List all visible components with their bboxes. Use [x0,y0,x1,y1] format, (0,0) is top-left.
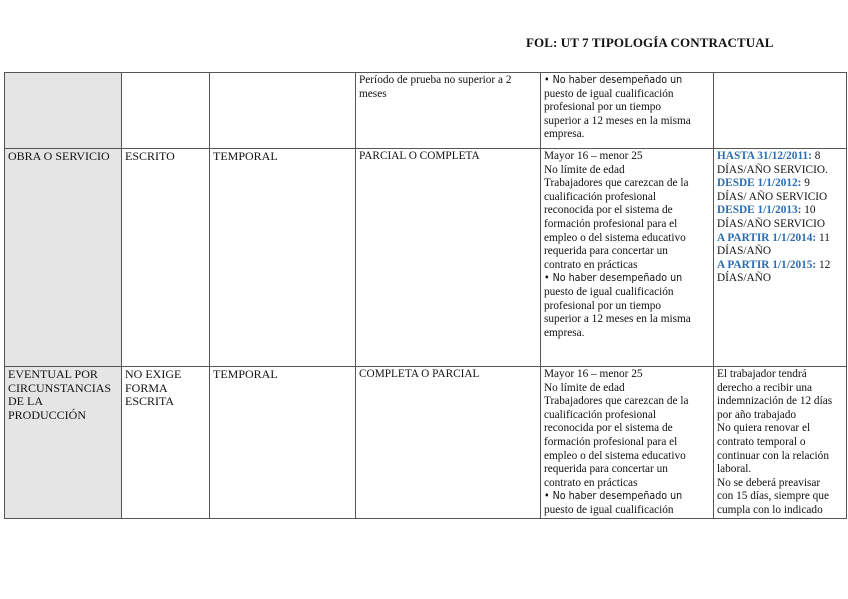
cell-text: DÍAS/AÑO SERVICIO [717,217,825,230]
date-label: HASTA 31/12/2011: [717,150,812,162]
compensation-cell [714,149,847,367]
bullet-line: • No haber desempeñado un [544,490,683,503]
cell-line: formación profesional para el [544,217,678,230]
cell-text: 8 [811,150,821,162]
cell-line: ESCRITA [125,394,175,409]
cell-line: Período de prueba no superior a 2 meses [359,74,512,100]
cell-line [717,218,843,232]
cell-line [717,382,843,396]
cell-text: por año trabajado [717,408,797,421]
cell-line: puesto de igual cualificación [544,87,674,100]
formalization-cell [122,367,210,519]
cell-line: superior a 12 meses en la misma [544,114,691,127]
cell-text: DÍAS/ AÑO SERVICIO [717,190,828,203]
cell-line [717,191,843,205]
workday-cell [356,149,541,367]
cell-line [717,463,843,477]
contract-types-table [4,72,847,519]
cell-line: contrato en prácticas [544,258,638,271]
cell-text: 10 [801,204,816,217]
cell-line: DE LA [8,394,43,409]
cell-text: derecho a recibir una [717,381,813,394]
cell-text: DÍAS/AÑO [717,245,771,258]
cell-text: No quiera renovar el [717,422,811,435]
cell-line [717,164,843,178]
cell-line [717,245,843,259]
cell-line: PARCIAL O COMPLETA [359,150,480,162]
cell-line: Trabajadores que carezcan de la [544,177,689,190]
cell-line: formación profesional para el [544,435,678,448]
cell-text: No se deberá preavisar [717,476,821,489]
duration-cell [210,149,356,367]
table-row [5,367,847,519]
cell-line: FORMA [125,380,168,395]
cell-line: No límite de edad [544,381,625,394]
cell-line: TEMPORAL [213,149,278,163]
cell-line: NO EXIGE [125,367,182,381]
cell-line: reconocida por el sistema de [544,422,673,435]
cell-line: No límite de edad [544,163,625,176]
requirements-cell [541,149,714,367]
formalization-cell [122,149,210,367]
workday-cell [356,73,541,149]
cell-line: empleo o del sistema educativo [544,449,686,462]
cell-line: empleo o del sistema educativo [544,231,686,244]
cell-line: cualificación profesional [544,408,656,421]
cell-line: ESCRITO [125,149,175,163]
date-label: DESDE 1/1/2013: [717,204,802,217]
cell-line: profesional por un tiempo [544,299,662,312]
cell-line: superior a 12 meses en la misma [544,313,691,326]
cell-line: contrato en prácticas [544,476,638,489]
contract-type-cell [5,149,122,367]
requirements-cell [541,73,714,149]
table-row [5,73,847,149]
cell-text: 9 [801,177,810,190]
cell-text: cumpla con lo indicado [717,503,823,516]
cell-line: reconocida por el sistema de [544,204,673,217]
cell-text: DÍAS/AÑO [717,272,771,285]
compensation-cell [714,367,847,519]
date-label: DESDE 1/1/2012: [717,177,802,190]
cell-line [717,477,843,491]
cell-text: laboral. [717,463,752,476]
cell-text: El trabajador tendrá [717,368,807,380]
bullet-line: • No haber desempeñado un [544,272,683,285]
requirements-cell [541,367,714,519]
cell-line [717,368,843,382]
cell-line: Trabajadores que carezcan de la [544,395,689,408]
cell-line: profesional por un tiempo [544,101,662,114]
cell-line: requerida para concertar un [544,463,668,476]
cell-text: 12 [816,258,831,271]
cell-text: con 15 días, siempre que [717,490,829,503]
cell-line: Mayor 16 – menor 25 [544,368,643,380]
cell-line: puesto de igual cualificación [544,503,674,516]
date-label: A PARTIR 1/1/2015: [717,258,817,271]
cell-line: empresa. [544,326,585,339]
cell-line: empresa. [544,128,585,141]
contract-type-cell [5,73,122,149]
contract-type-cell [5,367,122,519]
cell-line: CIRCUNSTANCIAS [8,380,112,395]
cell-line: requerida para concertar un [544,245,668,258]
cell-text: 11 [816,231,830,244]
cell-line: TEMPORAL [213,367,278,381]
cell-line: COMPLETA O PARCIAL [359,368,480,380]
cell-line [717,450,843,464]
cell-line [717,409,843,423]
cell-line [717,395,843,409]
date-label: A PARTIR 1/1/2014: [717,231,817,244]
compensation-cell [714,73,847,149]
cell-line [717,504,843,518]
page-header-title: FOL: UT 7 TIPOLOGÍA CONTRACTUAL [526,35,774,50]
duration-cell [210,73,356,149]
formalization-cell [122,73,210,149]
cell-line [717,177,843,191]
cell-line: puesto de igual cualificación [544,285,674,298]
cell-line [717,232,843,246]
cell-line [717,204,843,218]
cell-text: DÍAS/AÑO SERVICIO. [717,163,828,176]
table-row [5,149,847,367]
cell-line: cualificación profesional [544,190,656,203]
cell-line: EVENTUAL POR [8,367,98,381]
workday-cell [356,367,541,519]
cell-line [717,272,843,286]
cell-text: contrato temporal o [717,435,806,448]
cell-line [717,422,843,436]
bullet-line: • No haber desempeñado un [544,74,683,86]
cell-text: indemnización de 12 días [717,395,833,408]
duration-cell [210,367,356,519]
cell-line [717,150,843,164]
cell-line [717,490,843,504]
cell-line [717,259,843,273]
cell-text: continuar con la relación [717,449,829,462]
cell-line: PRODUCCIÓN [8,407,87,422]
cell-line: OBRA O SERVICIO [8,149,110,163]
cell-line: Mayor 16 – menor 25 [544,150,643,162]
cell-line [717,436,843,450]
